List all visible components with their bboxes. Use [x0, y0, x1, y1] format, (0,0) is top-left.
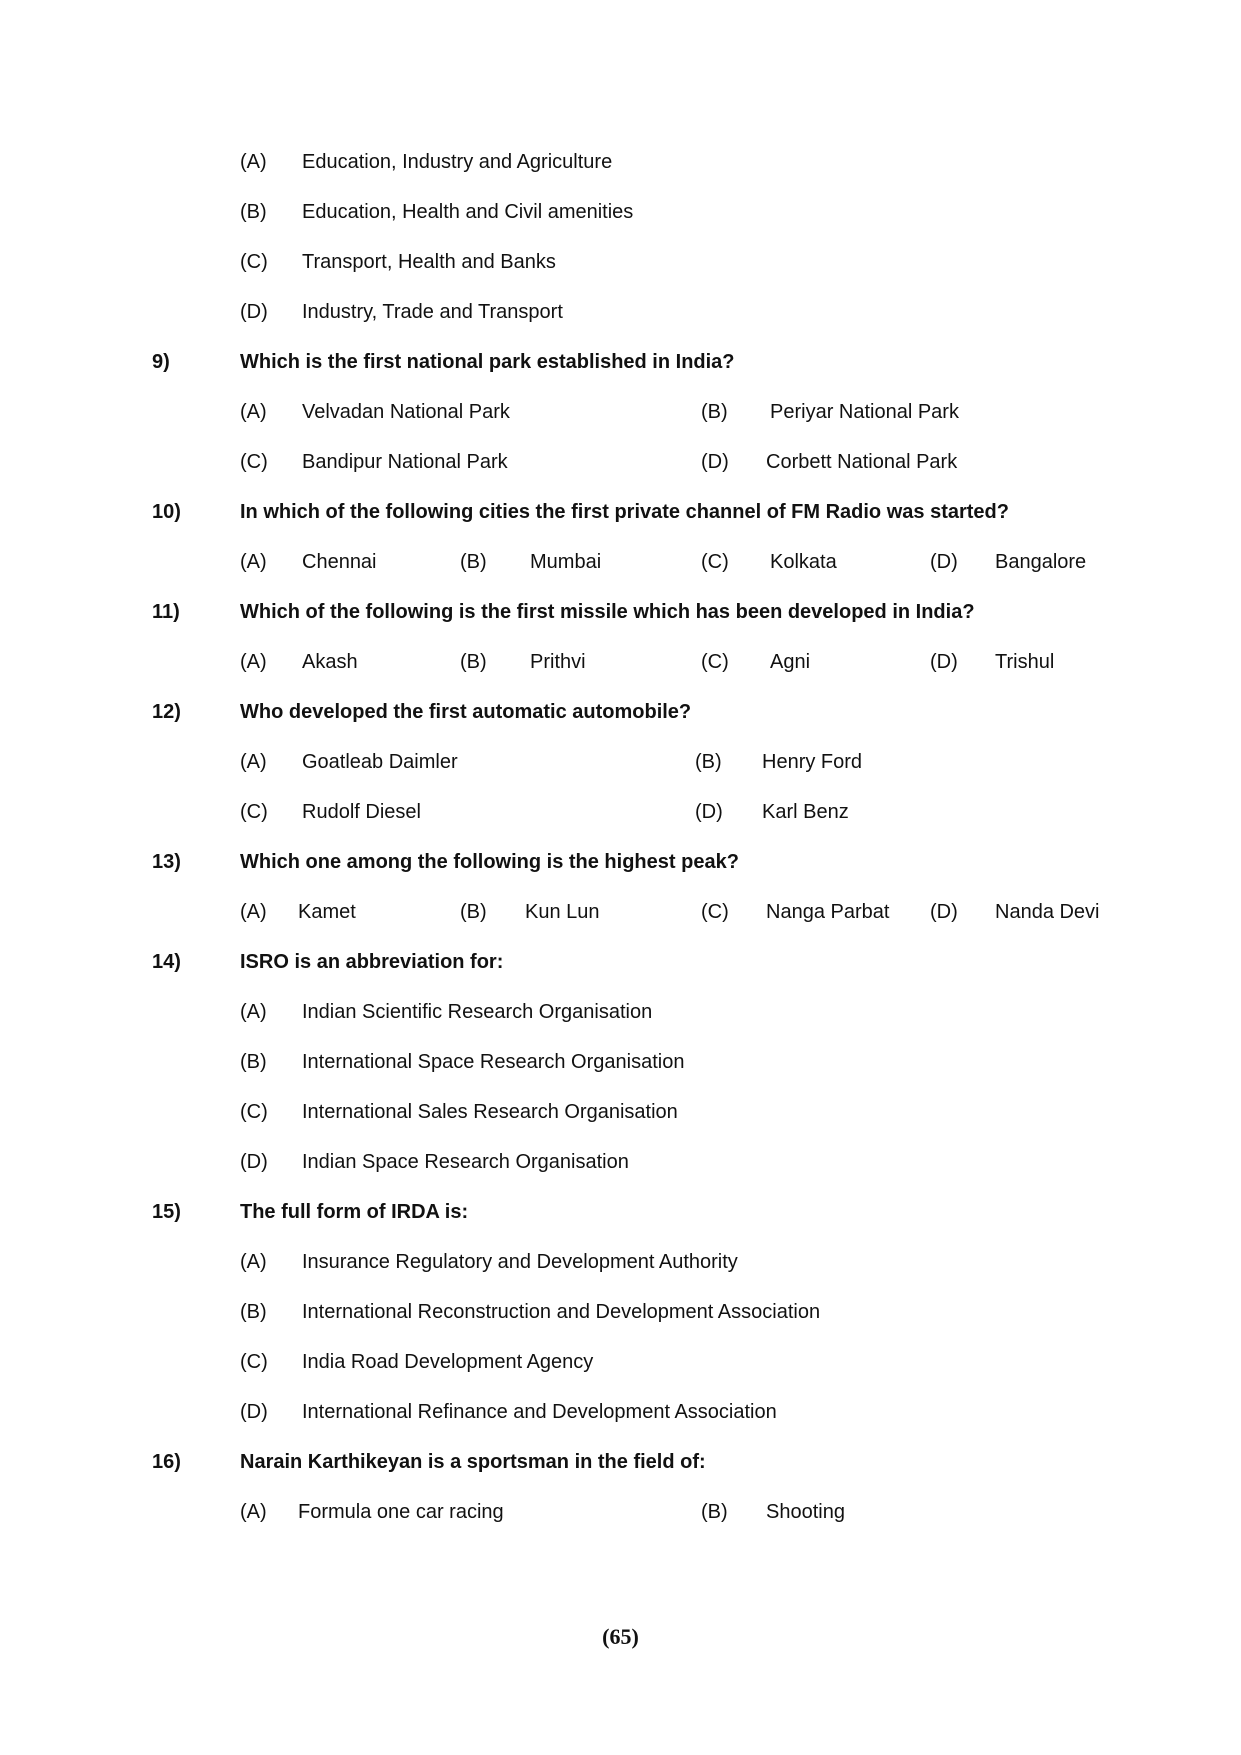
question-number: 16): [152, 1451, 181, 1473]
option-text: Rudolf Diesel: [302, 801, 421, 823]
option-letter: (B): [460, 901, 487, 923]
question-14-option-b: [0, 1045, 1241, 1079]
question-15-option-b: [0, 1295, 1241, 1329]
option-text: Henry Ford: [762, 751, 863, 773]
option-letter: (C): [701, 551, 729, 573]
page-number: (65): [602, 1624, 639, 1649]
carryover-option-a: [0, 145, 1241, 179]
question-14-option-d: [0, 1145, 1241, 1179]
option-letter: (A): [240, 401, 267, 423]
question-16-options: [0, 1495, 1241, 1529]
question-14-option-a: [0, 995, 1241, 1029]
option-text: Chennai: [302, 551, 377, 573]
question-text: Who developed the first automatic automobile?: [240, 701, 692, 723]
option-letter: (D): [240, 1151, 268, 1173]
option-letter: (A): [240, 651, 267, 673]
option-text: International Sales Research Organisation: [302, 1101, 678, 1123]
option-text: Bandipur National Park: [302, 451, 508, 473]
question-13-options: [0, 895, 1241, 929]
option-letter: (B): [460, 551, 487, 573]
option-text: Agni: [770, 651, 811, 673]
question-15-option-c: [0, 1345, 1241, 1379]
option-letter: (A): [240, 1501, 267, 1523]
option-letter: (C): [240, 451, 268, 473]
option-letter: (B): [695, 751, 722, 773]
option-letter: (A): [240, 751, 267, 773]
question-12: [0, 695, 1241, 729]
question-15-option-d: [0, 1395, 1241, 1429]
question-15: [0, 1195, 1241, 1229]
question-text: In which of the following cities the first private channel of FM Radio was started?: [240, 501, 1009, 523]
question-text: Which one among the following is the highest peak?: [240, 851, 739, 873]
option-text: Goatleab Daimler: [302, 751, 458, 773]
option-text: Trishul: [995, 651, 1055, 673]
carryover-option-c: [0, 245, 1241, 279]
option-letter: (D): [930, 551, 958, 573]
question-10-options: [0, 545, 1241, 579]
question-number: 10): [152, 501, 181, 523]
option-text: Education, Industry and Agriculture: [302, 151, 613, 173]
carryover-option-d: [0, 295, 1241, 329]
option-letter: (A): [240, 1001, 267, 1023]
option-text: Industry, Trade and Transport: [302, 301, 563, 323]
option-letter: (B): [701, 401, 728, 423]
option-text: Periyar National Park: [770, 401, 959, 423]
option-text: Insurance Regulatory and Development Authority: [302, 1251, 738, 1273]
question-12-options-row-1: [0, 745, 1241, 779]
question-text: Which is the first national park established in India?: [240, 351, 735, 373]
option-letter: (C): [240, 801, 268, 823]
question-text: The full form of IRDA is:: [240, 1201, 469, 1223]
question-9-options-row-1: [0, 395, 1241, 429]
option-text: International Space Research Organisation: [302, 1051, 685, 1073]
option-letter: (B): [240, 1301, 267, 1323]
option-letter: (D): [701, 451, 729, 473]
question-14-option-c: [0, 1095, 1241, 1129]
option-text: Karl Benz: [762, 801, 849, 823]
option-letter: (C): [240, 1351, 268, 1373]
question-11: [0, 595, 1241, 629]
option-letter: (C): [701, 901, 729, 923]
option-letter: (B): [240, 1051, 267, 1073]
option-letter: (D): [240, 1401, 268, 1423]
question-16: [0, 1445, 1241, 1479]
option-text: Bangalore: [995, 551, 1087, 573]
option-letter: (B): [240, 201, 267, 223]
option-letter: (A): [240, 1251, 267, 1273]
option-text: Indian Scientific Research Organisation: [302, 1001, 653, 1023]
option-letter: (A): [240, 151, 267, 173]
question-number: 15): [152, 1201, 181, 1223]
question-9: [0, 345, 1241, 379]
question-text: ISRO is an abbreviation for:: [240, 951, 504, 973]
question-10: [0, 495, 1241, 529]
option-letter: (D): [930, 901, 958, 923]
option-text: Formula one car racing: [298, 1501, 504, 1523]
option-letter: (B): [701, 1501, 728, 1523]
option-text: Nanga Parbat: [766, 901, 890, 923]
question-number: 12): [152, 701, 181, 723]
option-text: Velvadan National Park: [302, 401, 510, 423]
option-text: Mumbai: [530, 551, 602, 573]
option-letter: (C): [240, 251, 268, 273]
option-text: Akash: [302, 651, 358, 673]
question-text: Which of the following is the first missile which has been developed in India?: [240, 601, 975, 623]
question-12-options-row-2: [0, 795, 1241, 829]
option-letter: (D): [930, 651, 958, 673]
option-text: Shooting: [766, 1501, 845, 1523]
option-text: International Refinance and Development Association: [302, 1401, 777, 1423]
option-text: Kamet: [298, 901, 356, 923]
option-text: Prithvi: [530, 651, 586, 673]
option-text: Education, Health and Civil amenities: [302, 201, 634, 223]
option-letter: (C): [701, 651, 729, 673]
question-text: Narain Karthikeyan is a sportsman in the field of:: [240, 1451, 706, 1473]
question-9-options-row-2: [0, 445, 1241, 479]
question-13: [0, 845, 1241, 879]
option-text: Corbett National Park: [766, 451, 958, 473]
option-text: Nanda Devi: [995, 901, 1100, 923]
carryover-option-b: [0, 195, 1241, 229]
option-text: Kun Lun: [525, 901, 600, 923]
question-number: 11): [152, 601, 180, 623]
question-11-options: [0, 645, 1241, 679]
option-letter: (A): [240, 551, 267, 573]
question-14: [0, 945, 1241, 979]
option-letter: (A): [240, 901, 267, 923]
question-15-option-a: [0, 1245, 1241, 1279]
option-letter: (D): [240, 301, 268, 323]
option-text: Transport, Health and Banks: [302, 251, 556, 273]
option-text: India Road Development Agency: [302, 1351, 594, 1373]
question-number: 9): [152, 351, 170, 373]
option-letter: (D): [695, 801, 723, 823]
option-text: Kolkata: [770, 551, 837, 573]
option-text: International Reconstruction and Development Association: [302, 1301, 821, 1323]
question-number: 14): [152, 951, 181, 973]
option-letter: (C): [240, 1101, 268, 1123]
question-number: 13): [152, 851, 181, 873]
option-text: Indian Space Research Organisation: [302, 1151, 629, 1173]
option-letter: (B): [460, 651, 487, 673]
